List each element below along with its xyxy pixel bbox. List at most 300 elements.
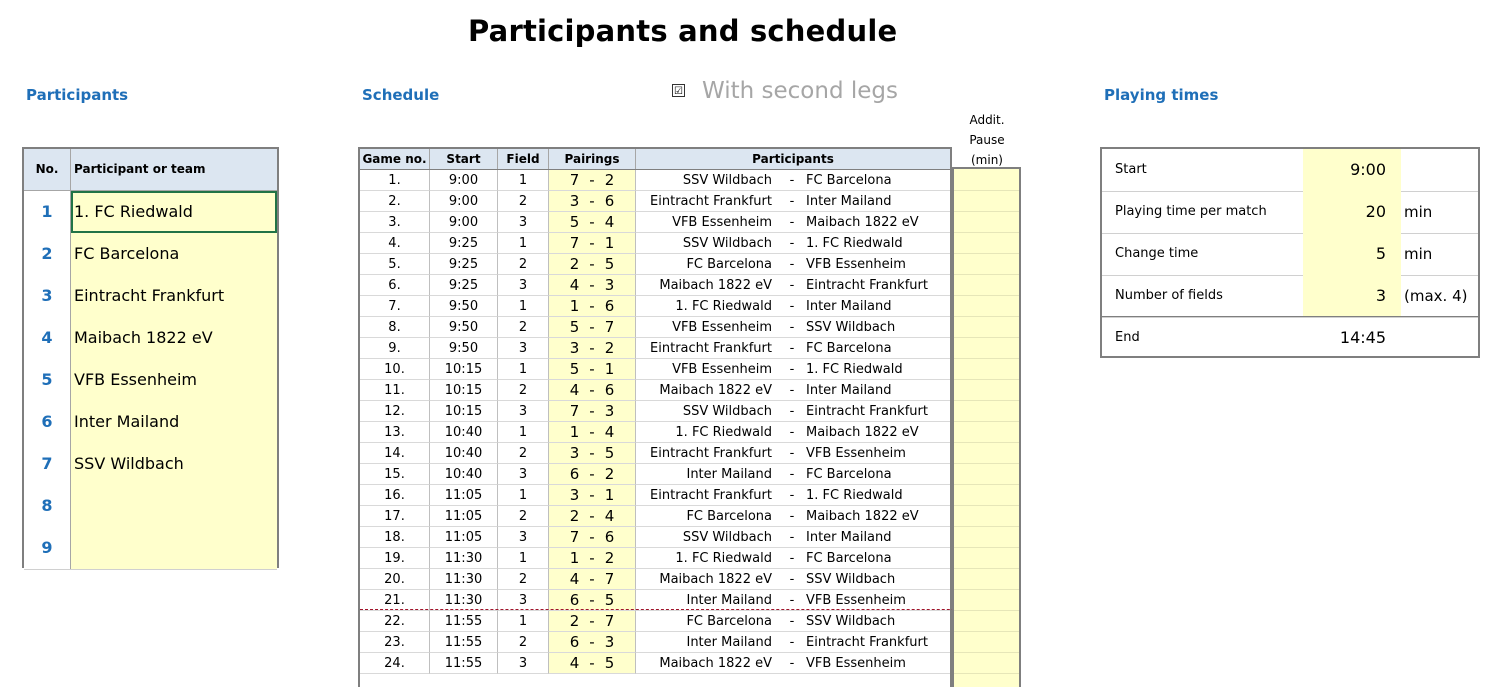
away-team-cell: FC Barcelona [804, 338, 950, 359]
pairing-cell[interactable] [549, 275, 636, 296]
participant-row [24, 359, 277, 402]
pairing-away: 5 [604, 255, 615, 273]
participant-name-cell[interactable]: Eintracht Frankfurt [71, 275, 277, 317]
home-team-cell: VFB Essenheim [636, 359, 780, 380]
playing-times-heading: Playing times [1104, 86, 1219, 104]
field-cell: 3 [498, 590, 549, 611]
field-cell: 1 [498, 359, 549, 380]
pairing-away: 2 [604, 171, 615, 189]
pairing-dash: - [589, 318, 595, 336]
away-team-cell: VFB Essenheim [804, 443, 950, 464]
pairing-home: 6 [569, 465, 580, 483]
schedule-row [360, 296, 950, 317]
participant-name-cell[interactable] [71, 485, 277, 527]
participant-number: 7 [24, 443, 71, 485]
game-no-cell: 20. [360, 569, 430, 590]
playing-times-table [1100, 147, 1480, 358]
participant-row [24, 317, 277, 360]
participant-name-cell[interactable]: Inter Mailand [71, 401, 277, 443]
away-team-cell: Inter Mailand [804, 527, 950, 548]
field-cell: 3 [498, 653, 549, 674]
pairing-home: 2 [569, 612, 580, 630]
participant-row [24, 485, 277, 528]
pairing-dash: - [589, 549, 595, 567]
playing-time-unit: min [1404, 203, 1433, 221]
addit-pause-cell[interactable] [954, 379, 1019, 401]
participant-number: 3 [24, 275, 71, 317]
addit-pause-cell[interactable] [954, 169, 1019, 191]
versus-dash: - [780, 485, 804, 506]
participant-row [24, 527, 277, 570]
addit-pause-cell[interactable] [954, 337, 1019, 359]
schedule-row [360, 506, 950, 527]
schedule-table [358, 147, 952, 687]
pairing-cell[interactable] [549, 317, 636, 338]
pairing-dash: - [589, 255, 595, 273]
game-no-cell: 15. [360, 464, 430, 485]
game-no-cell: 3. [360, 212, 430, 233]
field-cell: 1 [498, 170, 549, 191]
end-label: End [1115, 330, 1140, 345]
pairing-cell[interactable] [549, 506, 636, 527]
pairing-away: 3 [604, 276, 615, 294]
second-legs-checkbox[interactable] [672, 84, 685, 97]
away-team-cell: Eintracht Frankfurt [804, 632, 950, 653]
away-team-cell: 1. FC Riedwald [804, 233, 950, 254]
versus-dash: - [780, 254, 804, 275]
playing-time-label: Start [1115, 162, 1147, 177]
game-no-cell: 4. [360, 233, 430, 254]
header-game-no: Game no. [360, 149, 430, 169]
addit-pause-cell[interactable] [954, 253, 1019, 275]
versus-dash: - [780, 317, 804, 338]
start-cell: 10:15 [430, 359, 498, 380]
field-cell: 2 [498, 191, 549, 212]
field-cell: 2 [498, 443, 549, 464]
game-no-cell: 16. [360, 485, 430, 506]
game-no-cell: 14. [360, 443, 430, 464]
participant-number: 6 [24, 401, 71, 443]
home-team-cell: Inter Mailand [636, 632, 780, 653]
addit-pause-cell[interactable] [954, 631, 1019, 653]
participant-row [24, 401, 277, 444]
addit-pause-cell[interactable] [954, 274, 1019, 296]
pairing-home: 4 [569, 381, 580, 399]
participants-table-header [24, 149, 277, 191]
schedule-row [360, 527, 950, 548]
participant-number: 4 [24, 317, 71, 359]
pairing-away: 4 [604, 423, 615, 441]
home-team-cell: VFB Essenheim [636, 317, 780, 338]
pairing-away: 2 [604, 339, 615, 357]
addit-pause-header [954, 110, 1020, 170]
game-no-cell: 11. [360, 380, 430, 401]
pairing-dash: - [589, 570, 595, 588]
pairing-dash: - [589, 297, 595, 315]
pairing-cell[interactable] [549, 443, 636, 464]
addit-pause-line2: Pause [969, 133, 1005, 147]
pairing-home: 5 [569, 360, 580, 378]
end-row [1102, 316, 1478, 359]
participant-name-cell[interactable]: Maibach 1822 eV [71, 317, 277, 359]
field-cell: 2 [498, 380, 549, 401]
pairing-cell[interactable] [549, 233, 636, 254]
participant-row [24, 233, 277, 276]
start-cell: 10:40 [430, 422, 498, 443]
pairing-cell[interactable] [549, 359, 636, 380]
addit-pause-cell[interactable] [954, 400, 1019, 422]
home-team-cell: Eintracht Frankfurt [636, 191, 780, 212]
field-cell: 2 [498, 254, 549, 275]
versus-dash: - [780, 569, 804, 590]
playing-time-value[interactable]: 5 [1303, 233, 1401, 275]
versus-dash: - [780, 191, 804, 212]
versus-dash: - [780, 170, 804, 191]
pairing-home: 3 [569, 192, 580, 210]
schedule-heading: Schedule [362, 86, 440, 104]
start-cell: 10:15 [430, 380, 498, 401]
pairing-away: 1 [604, 234, 615, 252]
away-team-cell: Eintracht Frankfurt [804, 275, 950, 296]
versus-dash: - [780, 611, 804, 632]
versus-dash: - [780, 443, 804, 464]
start-cell: 9:00 [430, 212, 498, 233]
schedule-row [360, 590, 950, 611]
participant-row [24, 443, 277, 486]
addit-pause-cell[interactable] [954, 421, 1019, 443]
versus-dash: - [780, 296, 804, 317]
schedule-row [360, 653, 950, 674]
pairing-dash: - [589, 465, 595, 483]
schedule-row [360, 191, 950, 212]
participant-name-cell[interactable]: FC Barcelona [71, 233, 277, 275]
pairing-dash: - [589, 360, 595, 378]
pairing-cell[interactable] [549, 464, 636, 485]
versus-dash: - [780, 506, 804, 527]
addit-pause-cell[interactable] [954, 610, 1019, 632]
field-cell: 3 [498, 275, 549, 296]
addit-pause-cell[interactable] [954, 484, 1019, 506]
start-cell: 11:30 [430, 548, 498, 569]
away-team-cell: FC Barcelona [804, 464, 950, 485]
pairing-home: 3 [569, 444, 580, 462]
versus-dash: - [780, 212, 804, 233]
pairing-home: 4 [569, 570, 580, 588]
away-team-cell: FC Barcelona [804, 548, 950, 569]
schedule-row [360, 275, 950, 296]
home-team-cell: SSV Wildbach [636, 233, 780, 254]
start-cell: 11:55 [430, 653, 498, 674]
pairing-home: 5 [569, 213, 580, 231]
away-team-cell: Inter Mailand [804, 191, 950, 212]
participant-number: 2 [24, 233, 71, 275]
pairing-cell[interactable] [549, 569, 636, 590]
pairing-dash: - [589, 339, 595, 357]
home-team-cell: 1. FC Riedwald [636, 422, 780, 443]
away-team-cell: 1. FC Riedwald [804, 485, 950, 506]
pairing-dash: - [589, 192, 595, 210]
home-team-cell: Inter Mailand [636, 464, 780, 485]
home-team-cell: FC Barcelona [636, 611, 780, 632]
home-team-cell: SSV Wildbach [636, 170, 780, 191]
field-cell: 1 [498, 548, 549, 569]
playing-time-label: Playing time per match [1115, 204, 1267, 219]
schedule-row [360, 380, 950, 401]
playing-time-value[interactable]: 9:00 [1303, 149, 1401, 191]
home-team-cell: FC Barcelona [636, 506, 780, 527]
start-cell: 9:25 [430, 254, 498, 275]
home-team-cell: Eintracht Frankfurt [636, 338, 780, 359]
pairing-dash: - [589, 507, 595, 525]
addit-pause-cell[interactable] [954, 316, 1019, 338]
game-no-cell: 12. [360, 401, 430, 422]
playing-time-value[interactable]: 20 [1303, 191, 1401, 233]
away-team-cell: SSV Wildbach [804, 569, 950, 590]
away-team-cell: VFB Essenheim [804, 254, 950, 275]
playing-time-row [1102, 275, 1478, 318]
schedule-row [360, 569, 950, 590]
pairing-away: 6 [604, 528, 615, 546]
pairing-home: 7 [569, 171, 580, 189]
pairing-away: 5 [604, 591, 615, 609]
home-team-cell: Maibach 1822 eV [636, 380, 780, 401]
game-no-cell: 24. [360, 653, 430, 674]
participants-heading: Participants [26, 86, 129, 104]
pairing-cell[interactable] [549, 212, 636, 233]
playing-time-unit: (max. 4) [1404, 287, 1468, 305]
home-team-cell: Maibach 1822 eV [636, 569, 780, 590]
playing-time-row [1102, 191, 1478, 234]
playing-time-unit: min [1404, 245, 1433, 263]
versus-dash: - [780, 653, 804, 674]
start-cell: 10:15 [430, 401, 498, 422]
start-cell: 10:40 [430, 464, 498, 485]
field-cell: 2 [498, 317, 549, 338]
game-no-cell: 13. [360, 422, 430, 443]
header-field: Field [498, 149, 549, 169]
away-team-cell: Eintracht Frankfurt [804, 401, 950, 422]
away-team-cell: SSV Wildbach [804, 317, 950, 338]
addit-pause-cell[interactable] [954, 232, 1019, 254]
game-no-cell: 5. [360, 254, 430, 275]
addit-pause-cell[interactable] [954, 463, 1019, 485]
pairing-dash: - [589, 381, 595, 399]
addit-pause-cell[interactable] [954, 589, 1019, 611]
home-team-cell: SSV Wildbach [636, 401, 780, 422]
home-team-cell: SSV Wildbach [636, 527, 780, 548]
participant-row [24, 275, 277, 318]
second-legs-divider [360, 609, 1020, 610]
pairing-cell[interactable] [549, 653, 636, 674]
participant-name-cell[interactable]: SSV Wildbach [71, 443, 277, 485]
pairing-home: 6 [569, 591, 580, 609]
participant-number: 9 [24, 527, 71, 569]
pairing-dash: - [589, 486, 595, 504]
addit-pause-cell[interactable] [954, 652, 1019, 674]
home-team-cell: Inter Mailand [636, 590, 780, 611]
pairing-dash: - [589, 423, 595, 441]
pairing-cell[interactable] [549, 527, 636, 548]
pairing-away: 4 [604, 213, 615, 231]
pairing-away: 1 [604, 486, 615, 504]
game-no-cell: 2. [360, 191, 430, 212]
away-team-cell: Maibach 1822 eV [804, 506, 950, 527]
addit-pause-cell[interactable] [954, 190, 1019, 212]
playing-time-label: Change time [1115, 246, 1199, 261]
start-cell: 11:05 [430, 527, 498, 548]
pairing-home: 4 [569, 276, 580, 294]
schedule-row [360, 485, 950, 506]
field-cell: 1 [498, 233, 549, 254]
start-cell: 9:50 [430, 296, 498, 317]
playing-time-row [1102, 149, 1478, 192]
addit-pause-cell[interactable] [954, 358, 1019, 380]
home-team-cell: Eintracht Frankfurt [636, 443, 780, 464]
pairing-cell[interactable] [549, 191, 636, 212]
schedule-row [360, 611, 950, 632]
start-cell: 9:00 [430, 170, 498, 191]
start-cell: 9:25 [430, 233, 498, 254]
playing-time-value[interactable]: 3 [1303, 275, 1401, 317]
versus-dash: - [780, 632, 804, 653]
participant-number: 1 [24, 191, 71, 233]
addit-pause-cell[interactable] [954, 211, 1019, 233]
addit-pause-cell[interactable] [954, 568, 1019, 590]
pairing-cell[interactable] [549, 422, 636, 443]
addit-pause-cell[interactable] [954, 547, 1019, 569]
pairing-cell[interactable] [549, 548, 636, 569]
start-cell: 11:55 [430, 611, 498, 632]
participants-table [22, 147, 279, 568]
pairing-away: 2 [604, 465, 615, 483]
versus-dash: - [780, 233, 804, 254]
pairing-away: 6 [604, 192, 615, 210]
versus-dash: - [780, 401, 804, 422]
field-cell: 2 [498, 569, 549, 590]
home-team-cell: Maibach 1822 eV [636, 275, 780, 296]
header-participants: Participants [752, 152, 834, 166]
game-no-cell: 22. [360, 611, 430, 632]
start-cell: 11:55 [430, 632, 498, 653]
pairing-cell[interactable] [549, 611, 636, 632]
pairing-home: 1 [569, 297, 580, 315]
second-legs-label[interactable]: With second legs [702, 78, 898, 104]
playing-time-label: Number of fields [1115, 288, 1223, 303]
home-team-cell: VFB Essenheim [636, 212, 780, 233]
game-no-cell: 19. [360, 548, 430, 569]
game-no-cell: 10. [360, 359, 430, 380]
pairing-away: 1 [604, 360, 615, 378]
pairing-home: 1 [569, 423, 580, 441]
pairing-cell[interactable] [549, 380, 636, 401]
addit-pause-cell[interactable] [954, 505, 1019, 527]
page-title: Participants and schedule [468, 14, 898, 48]
addit-pause-line1: Addit. [969, 113, 1005, 127]
pairing-away: 7 [604, 570, 615, 588]
game-no-cell: 8. [360, 317, 430, 338]
field-cell: 1 [498, 422, 549, 443]
versus-dash: - [780, 590, 804, 611]
home-team-cell: 1. FC Riedwald [636, 548, 780, 569]
pairing-cell[interactable] [549, 338, 636, 359]
participant-name-cell[interactable] [71, 527, 277, 569]
pairing-dash: - [589, 213, 595, 231]
header-participant: Participant or team [74, 162, 206, 176]
game-no-cell: 7. [360, 296, 430, 317]
addit-pause-cell[interactable] [954, 442, 1019, 464]
versus-dash: - [780, 464, 804, 485]
start-cell: 9:00 [430, 191, 498, 212]
pairing-cell[interactable] [549, 485, 636, 506]
versus-dash: - [780, 338, 804, 359]
start-cell: 11:05 [430, 485, 498, 506]
addit-pause-cell[interactable] [954, 526, 1019, 548]
pairing-away: 5 [604, 654, 615, 672]
schedule-row [360, 170, 950, 191]
participant-row [24, 191, 277, 234]
pairing-home: 1 [569, 549, 580, 567]
pairing-dash: - [589, 276, 595, 294]
schedule-row [360, 422, 950, 443]
participant-name-cell[interactable]: VFB Essenheim [71, 359, 277, 401]
schedule-row [360, 338, 950, 359]
addit-pause-line3: (min) [971, 153, 1003, 167]
versus-dash: - [780, 275, 804, 296]
pairing-home: 7 [569, 234, 580, 252]
addit-pause-cell[interactable] [954, 295, 1019, 317]
pairing-cell[interactable] [549, 170, 636, 191]
pairing-home: 3 [569, 486, 580, 504]
game-no-cell: 1. [360, 170, 430, 191]
pairing-cell[interactable] [549, 254, 636, 275]
pairing-dash: - [589, 654, 595, 672]
pairing-cell[interactable] [549, 296, 636, 317]
away-team-cell: SSV Wildbach [804, 611, 950, 632]
start-cell: 11:30 [430, 569, 498, 590]
field-cell: 2 [498, 506, 549, 527]
field-cell: 3 [498, 527, 549, 548]
field-cell: 3 [498, 212, 549, 233]
away-team-cell: Maibach 1822 eV [804, 212, 950, 233]
game-no-cell: 17. [360, 506, 430, 527]
field-cell: 1 [498, 611, 549, 632]
pairing-home: 7 [569, 528, 580, 546]
pairing-away: 6 [604, 297, 615, 315]
home-team-cell: FC Barcelona [636, 254, 780, 275]
field-cell: 1 [498, 296, 549, 317]
schedule-row [360, 464, 950, 485]
header-start: Start [430, 149, 498, 169]
versus-dash: - [780, 527, 804, 548]
schedule-table-header [360, 149, 950, 170]
schedule-row [360, 254, 950, 275]
versus-dash: - [780, 359, 804, 380]
participant-number: 5 [24, 359, 71, 401]
schedule-row [360, 359, 950, 380]
start-cell: 9:50 [430, 338, 498, 359]
pairing-dash: - [589, 528, 595, 546]
pairing-cell[interactable] [549, 590, 636, 611]
pairing-home: 3 [569, 339, 580, 357]
participant-name-cell[interactable]: 1. FC Riedwald [71, 191, 277, 233]
pairing-cell[interactable] [549, 401, 636, 422]
field-cell: 1 [498, 485, 549, 506]
pairing-cell[interactable] [549, 632, 636, 653]
start-cell: 11:05 [430, 506, 498, 527]
schedule-row [360, 632, 950, 653]
pairing-away: 4 [604, 507, 615, 525]
pairing-away: 7 [604, 612, 615, 630]
